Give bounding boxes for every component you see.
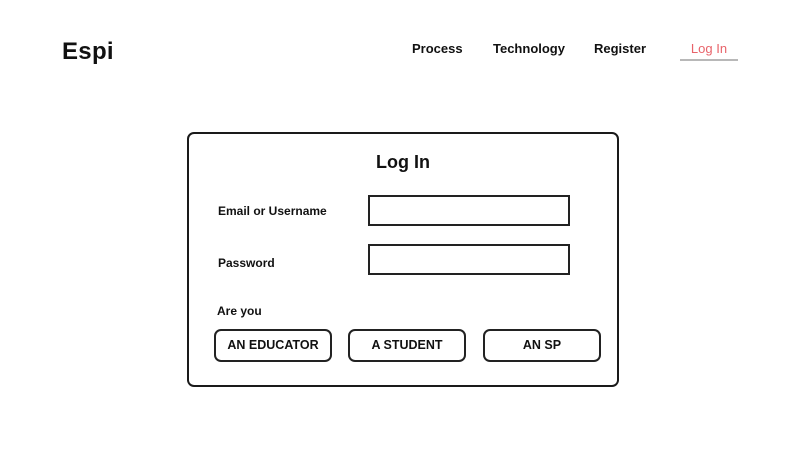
logo[interactable]: Espi: [62, 38, 114, 65]
login-title: Log In: [376, 152, 430, 172]
email-label: Email or Username: [218, 204, 327, 218]
educator-button[interactable]: AN EDUCATOR: [214, 329, 332, 362]
password-input[interactable]: [368, 244, 570, 275]
role-prompt: Are you: [217, 304, 262, 318]
nav-link-technology[interactable]: Technology: [493, 41, 565, 56]
nav-link-register[interactable]: Register: [594, 41, 647, 56]
top-nav: [0, 41, 806, 63]
sp-button[interactable]: AN SP: [483, 329, 601, 362]
login-card: [187, 132, 619, 387]
nav-link-process[interactable]: Process: [412, 41, 463, 56]
student-button[interactable]: A STUDENT: [348, 329, 466, 362]
email-input[interactable]: [368, 195, 570, 226]
active-nav-underline: [680, 59, 738, 61]
nav-link-log-in[interactable]: Log In: [690, 41, 728, 56]
password-label: Password: [218, 256, 275, 270]
